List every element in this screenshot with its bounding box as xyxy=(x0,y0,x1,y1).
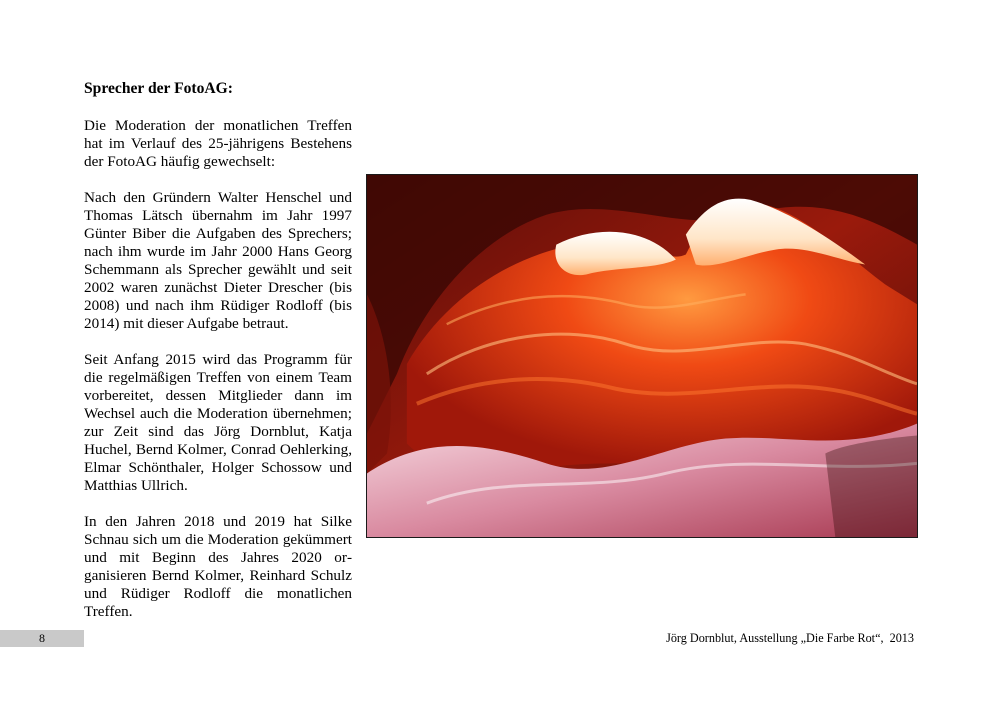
text-column xyxy=(84,80,352,621)
paragraph-intro: Die Moderation der monatlichen Treffen hat im Verlauf des 25-jährigens Bestehens der FotoAG häufig gewechselt: xyxy=(84,117,352,170)
paragraph-team: Seit Anfang 2015 wird das Programm für die regelmäßigen Treffen von einem Team vorbereitet, dessen Mitglieder dann im Wechsel auch die Moderation übernehmen; zur Zeit sind das Jörg Dornblut, Katja Huchel, Bernd Kolmer, Conrad Oehlerking, Elmar Schönthaler, Holger Schossow und Matthias Ullrich. xyxy=(84,351,352,494)
photo-caption: Jörg Dornblut, Ausstellung „Die Farbe Rot“, 2013 xyxy=(666,631,914,645)
page-number-tab xyxy=(0,630,84,647)
paragraph-current: In den Jahren 2018 und 2019 hat Silke Schnau sich um die Moderation gekümmert und mit Beginn des Jahres 2020 organisieren Bernd Kolmer, Reinhard Schulz und Rüdiger Rodloff die monatlichen Treffen. xyxy=(84,513,352,620)
canyon-image xyxy=(367,175,917,537)
section-heading: Sprecher der FotoAG: xyxy=(84,80,233,97)
page-number: 8 xyxy=(39,631,45,645)
slot-canyon-photo xyxy=(366,174,918,538)
paragraph-founders: Nach den Gründern Walter Henschel und Thomas Lätsch übernahm im Jahr 1997 Günter Biber die Aufgaben des Sprechers; nach ihm wurde im Jahr 2000 Hans Georg Schemmann als Sprecher gewählt und seit 2002 waren zunächst Dieter Drescher (bis 2008) und nach ihm Rüdiger Rodloff (bis 2014) mit dieser Aufgabe betraut. xyxy=(84,189,352,332)
